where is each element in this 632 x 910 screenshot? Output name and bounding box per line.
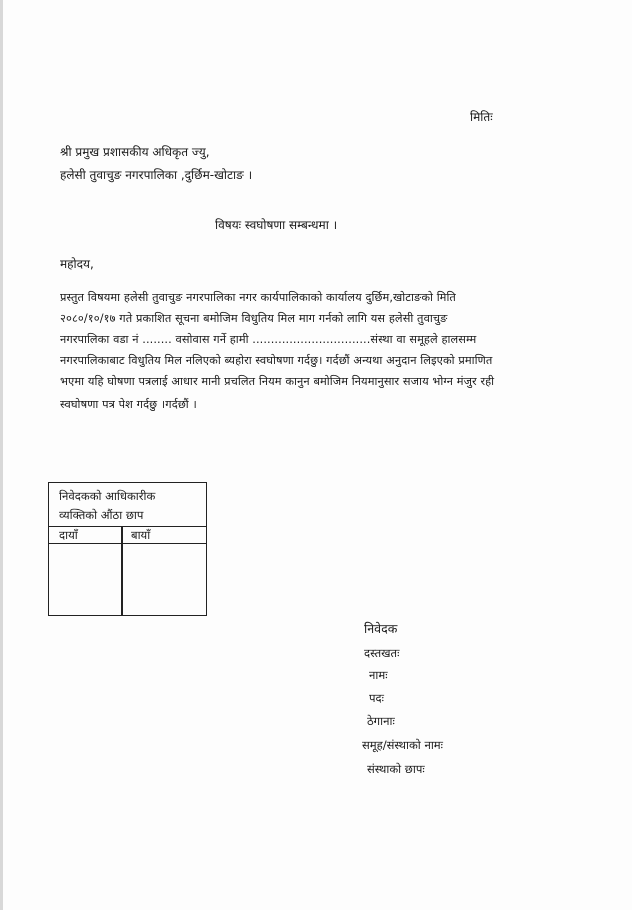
left-thumb-cell bbox=[123, 544, 205, 615]
right-thumb-label: दायाँ bbox=[59, 528, 78, 542]
body-line-5: भएमा यहि घोषणा पत्रलाई आधार मानी प्रचलित नियम कानुन बमोजिम नियमानुसार सजाय भोग्न मंजुर रही bbox=[60, 375, 495, 388]
applicant-heading: निवेदक bbox=[364, 621, 398, 636]
name-label: नामः bbox=[369, 668, 388, 682]
stamp-label: संस्थाको छापः bbox=[367, 762, 425, 776]
left-thumb-label: बायाँ bbox=[131, 528, 151, 542]
address-label: ठेगानाः bbox=[367, 714, 395, 728]
date-label: मितिः bbox=[470, 110, 493, 124]
group-name-label: समूह/संस्थाको नामः bbox=[362, 738, 444, 752]
thumbprint-column-headers bbox=[49, 527, 206, 544]
right-thumb-cell bbox=[49, 544, 121, 615]
thumbprint-title-line-1: निवेदकको आधिकारीक bbox=[59, 489, 156, 503]
salutation: महोदय, bbox=[60, 257, 94, 271]
thumbprint-box-header bbox=[49, 483, 206, 527]
body-line-1: प्रस्तुत विषयमा हलेसी तुवाचुङ नगरपालिका नगर कार्यपालिकाको कार्यालय दुर्छिम,खोटाङको मिति bbox=[60, 291, 456, 304]
subject-line: विषयः स्वघोषणा सम्बन्धमा । bbox=[215, 218, 338, 232]
body-line-2: २०८०/१०/१७ गते प्रकाशित सूचना बमोजिम विधुतिय मिल माग गर्नको लागि यस हलेसी तुवाचुङ bbox=[60, 312, 448, 325]
body-line-3: नगरपालिका वडा नं ........ वसोवास गर्ने हामी ................................संस्था वा समूहले हालसम्म bbox=[60, 333, 477, 346]
thumbprint-box bbox=[48, 482, 207, 616]
addressee-line-2: हलेसी तुवाचुङ नगरपालिका ,दुर्छिम-खोटाङ । bbox=[60, 168, 253, 182]
position-label: पदः bbox=[369, 691, 384, 705]
addressee-line-1: श्री प्रमुख प्रशासकीय अधिकृत ज्यु, bbox=[60, 145, 210, 159]
signature-label: दस्तखतः bbox=[364, 646, 400, 660]
body-line-6: स्वघोषणा पत्र पेश गर्दछु ।गर्दछौं । bbox=[60, 398, 197, 411]
page-edge bbox=[0, 0, 3, 910]
thumbprint-title-line-2: व्यक्तिको औंठा छाप bbox=[59, 508, 144, 522]
body-line-4: नगरपालिकाबाट विधुतिय मिल नलिएको ब्यहोरा स्वघोषणा गर्दछु। गर्दछौं अन्यथा अनुदान लिइएको प्रमाणित bbox=[60, 354, 493, 367]
